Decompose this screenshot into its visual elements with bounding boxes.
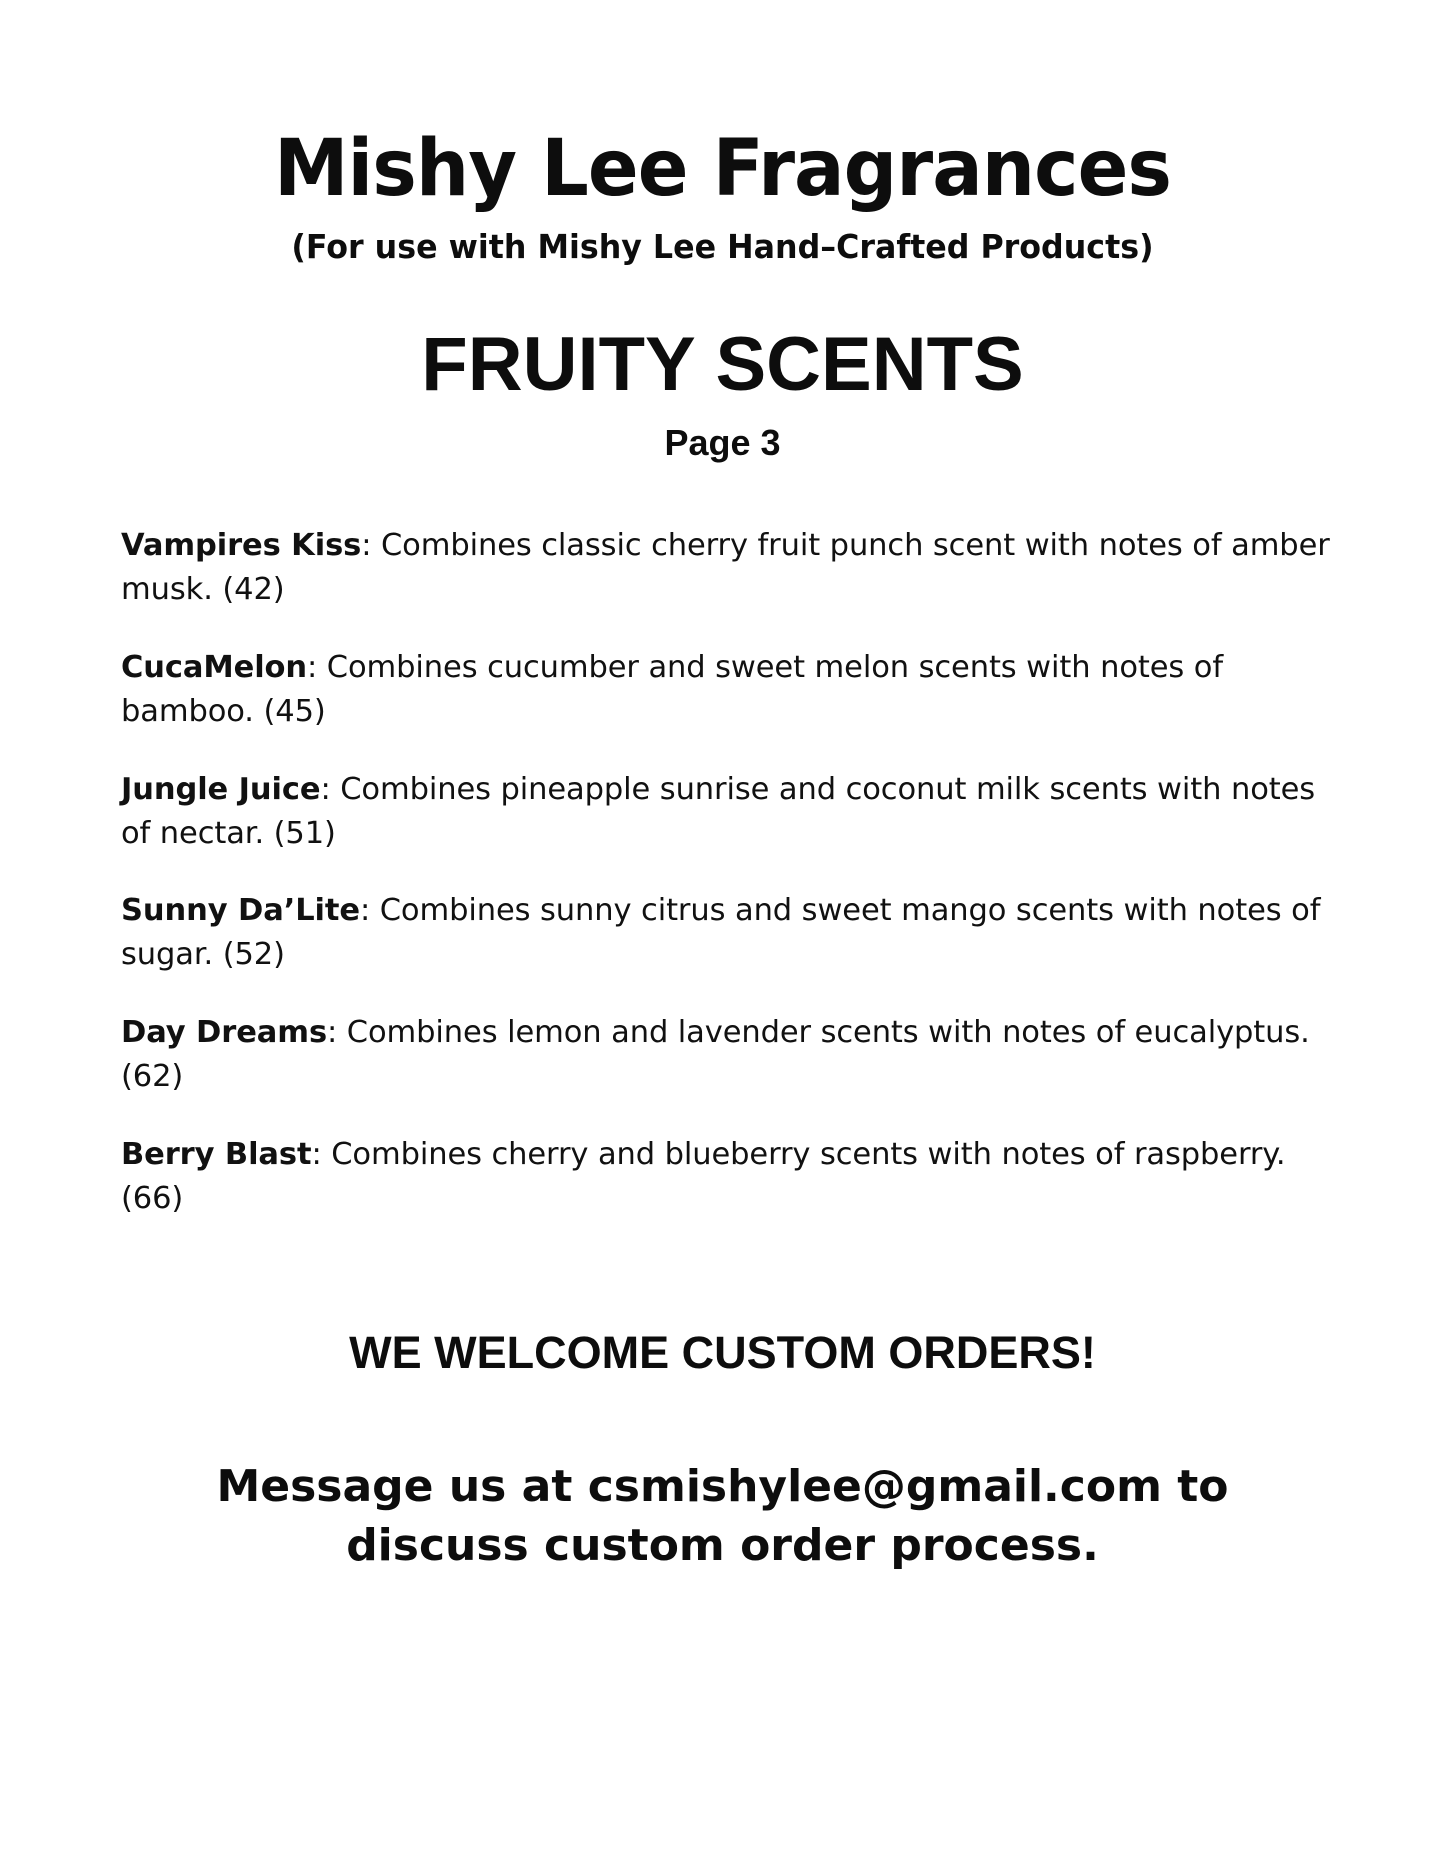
list-item (121, 1133, 1333, 1221)
scent-name: Berry Blast (121, 1137, 312, 1173)
scent-description: : Combines cherry and blueberry scents with notes of raspberry. (66) (121, 1137, 1286, 1216)
contact-message: Message us at csmishylee@gmail.com to discuss custom order process. (216, 1460, 1229, 1572)
page-title: Mishy Lee Fragrances (273, 124, 1172, 214)
list-item (121, 1011, 1333, 1099)
scent-description: : Combines cucumber and sweet melon scents with notes of bamboo. (45) (121, 649, 1223, 729)
scent-list (0, 464, 1445, 1221)
scent-description: : Combines sunny citrus and sweet mango scents with notes of sugar. (52) (121, 893, 1321, 973)
scent-name: Vampires Kiss (121, 528, 362, 563)
scent-name: Sunny Da’Lite (121, 893, 360, 929)
scent-description: : Combines lemon and lavender scents with notes of eucalyptus. (62) (121, 1015, 1310, 1095)
list-item (121, 646, 1333, 734)
scent-name: CucaMelon (121, 649, 308, 685)
list-item (121, 889, 1333, 977)
list-item (121, 524, 1333, 612)
list-item (121, 768, 1333, 856)
scent-name: Jungle Juice (121, 771, 321, 807)
scent-description: : Combines classic cherry fruit punch scent with notes of amber musk. (42) (121, 528, 1330, 607)
page-number-label: Page 3 (664, 422, 781, 463)
section-title: FRUITY SCENTS (421, 322, 1024, 407)
custom-orders-heading: WE WELCOME CUSTOM ORDERS! (349, 1326, 1096, 1378)
page-subtitle: (For use with Mishy Lee Hand–Crafted Products) (291, 227, 1154, 266)
scent-name: Day Dreams (121, 1015, 328, 1051)
scent-description: : Combines pineapple sunrise and coconut milk scents with notes of nectar. (51) (121, 771, 1316, 851)
